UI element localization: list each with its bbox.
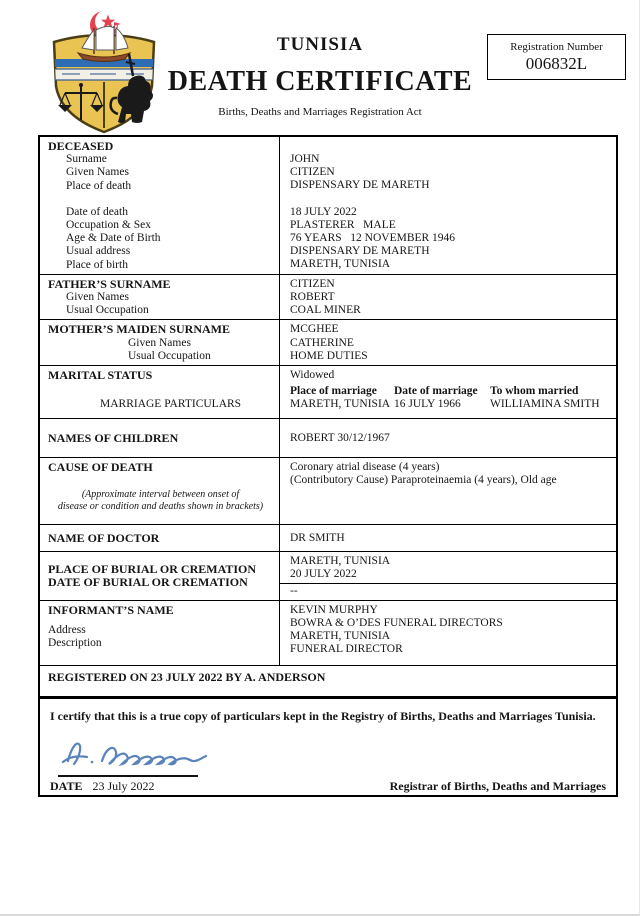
- spacer: [290, 140, 608, 153]
- field-value: CITIZEN: [290, 166, 335, 179]
- informant-value: BOWRA & O’DES FUNERAL DIRECTORS: [290, 616, 503, 629]
- section-burial: [40, 551, 616, 600]
- section-informant: [40, 600, 616, 665]
- cause-value: (Contributory Cause) Paraproteinaemia (4 years), Old age: [290, 474, 557, 487]
- field-value: DISPENSARY DE MARETH: [290, 245, 430, 258]
- country-title: TUNISIA: [276, 34, 364, 55]
- marriage-particulars: [290, 385, 608, 411]
- certificate-table: [38, 135, 618, 698]
- signature-underline: [58, 775, 198, 777]
- marital-heading: MARITAL STATUS: [48, 368, 153, 383]
- spacer: [48, 193, 273, 206]
- doctor-heading: NAME OF DOCTOR: [48, 530, 160, 545]
- field-label: Description: [48, 637, 102, 650]
- field-value: ROBERT: [290, 291, 335, 304]
- marriage-col-value: 16 JULY 1966: [394, 398, 461, 411]
- spacer: [48, 617, 273, 624]
- burial-heading-line: PLACE OF BURIAL OR CREMATION: [48, 562, 257, 577]
- marriage-col-value: WILLIAMINA SMITH: [490, 398, 600, 411]
- doctor-value: DR SMITH: [290, 531, 345, 544]
- field-label: Date of death: [66, 205, 128, 218]
- informant-value: KEVIN MURPHY: [290, 603, 378, 616]
- field-label: Occupation & Sex: [66, 219, 151, 232]
- field-value: 76 YEARS 12 NOVEMBER 1946: [290, 232, 456, 245]
- marriage-col-value: MARETH, TUNISIA: [290, 398, 391, 411]
- field-label: Usual Occupation: [128, 349, 211, 362]
- informant-heading: INFORMANT’S NAME: [48, 602, 174, 617]
- field-label: Usual address: [66, 245, 131, 258]
- children-heading: NAMES OF CHILDREN: [48, 430, 179, 445]
- section-marital: [40, 365, 616, 418]
- field-label: Given Names: [66, 166, 129, 179]
- informant-value: MARETH, TUNISIA: [290, 630, 391, 643]
- registration-number-label: Registration Number: [510, 40, 603, 53]
- cause-heading: CAUSE OF DEATH: [48, 460, 153, 475]
- field-label: Place of death: [66, 179, 132, 192]
- cause-note-line: (Approximate interval between onset of: [81, 489, 240, 501]
- marital-status-value: Widowed: [290, 369, 335, 382]
- field-label: Surname: [66, 153, 107, 166]
- section-deceased: [40, 137, 616, 274]
- field-label: Age & Date of Birth: [66, 232, 161, 245]
- field-value: CATHERINE: [290, 336, 354, 349]
- burial-heading-line: DATE OF BURIAL OR CREMATION: [48, 575, 248, 590]
- field-label: Given Names: [66, 291, 129, 304]
- cause-note-line: disease or condition and deaths shown in brackets): [57, 500, 264, 512]
- burial-date-value: 20 JULY 2022: [290, 568, 357, 581]
- field-label: Place of birth: [66, 258, 128, 271]
- field-value: COAL MINER: [290, 304, 361, 317]
- registration-number-value: 006832L: [525, 53, 588, 73]
- section-children: [40, 418, 616, 457]
- registrar-title: Registrar of Births, Deaths and Marriages: [389, 779, 606, 793]
- field-value: JOHN: [290, 153, 320, 165]
- registration-number-box: [487, 34, 626, 80]
- field-label: Given Names: [128, 336, 191, 349]
- document-header: [150, 34, 490, 118]
- section-mother: [40, 319, 616, 365]
- registered-statement: REGISTERED ON 23 JULY 2022 BY A. ANDERSON: [40, 665, 616, 696]
- field-label: Address: [48, 623, 86, 636]
- field-value: MCGHEE: [290, 323, 339, 336]
- section-cause-of-death: [40, 457, 616, 524]
- date-label: DATE: [50, 779, 83, 793]
- cause-value: Coronary atrial disease (4 years): [290, 461, 440, 474]
- spacer: [290, 193, 608, 206]
- document-subtitle: Births, Deaths and Marriages Registration Act: [218, 106, 422, 118]
- burial-place-value: MARETH, TUNISIA: [290, 555, 391, 568]
- field-label: Usual Occupation: [66, 304, 149, 317]
- field-value: DISPENSARY DE MARETH: [290, 179, 430, 192]
- section-doctor: [40, 524, 616, 551]
- field-value: 18 JULY 2022: [290, 205, 357, 218]
- field-value: CITIZEN: [290, 277, 335, 290]
- field-value: PLASTERER MALE: [290, 218, 396, 231]
- burial-extra-value: --: [290, 585, 298, 598]
- certification-box: [38, 697, 618, 797]
- marriage-col-header: Place of marriage: [290, 385, 377, 398]
- certification-statement: I certify that this is a true copy of particulars kept in the Registry of Births, Deaths and Marriages Tunisia.: [50, 709, 596, 723]
- mother-heading: MOTHER’S MAIDEN SURNAME: [48, 322, 231, 337]
- deceased-heading: DECEASED: [48, 139, 114, 153]
- informant-value: FUNERAL DIRECTOR: [290, 643, 403, 656]
- date-value: 23 July 2022: [92, 779, 155, 793]
- field-value: HOME DUTIES: [290, 349, 368, 362]
- document-title: DEATH CERTIFICATE: [167, 66, 473, 97]
- children-value: ROBERT 30/12/1967: [290, 431, 390, 444]
- marriage-col-header: To whom married: [490, 385, 579, 398]
- field-value: MARETH, TUNISIA: [290, 258, 391, 271]
- registrar-signature: [54, 729, 254, 775]
- marriage-col-header: Date of marriage: [394, 385, 478, 398]
- marriage-particulars-label: MARRIAGE PARTICULARS: [100, 398, 242, 411]
- father-heading: FATHER’S SURNAME: [48, 276, 171, 291]
- section-father: [40, 274, 616, 320]
